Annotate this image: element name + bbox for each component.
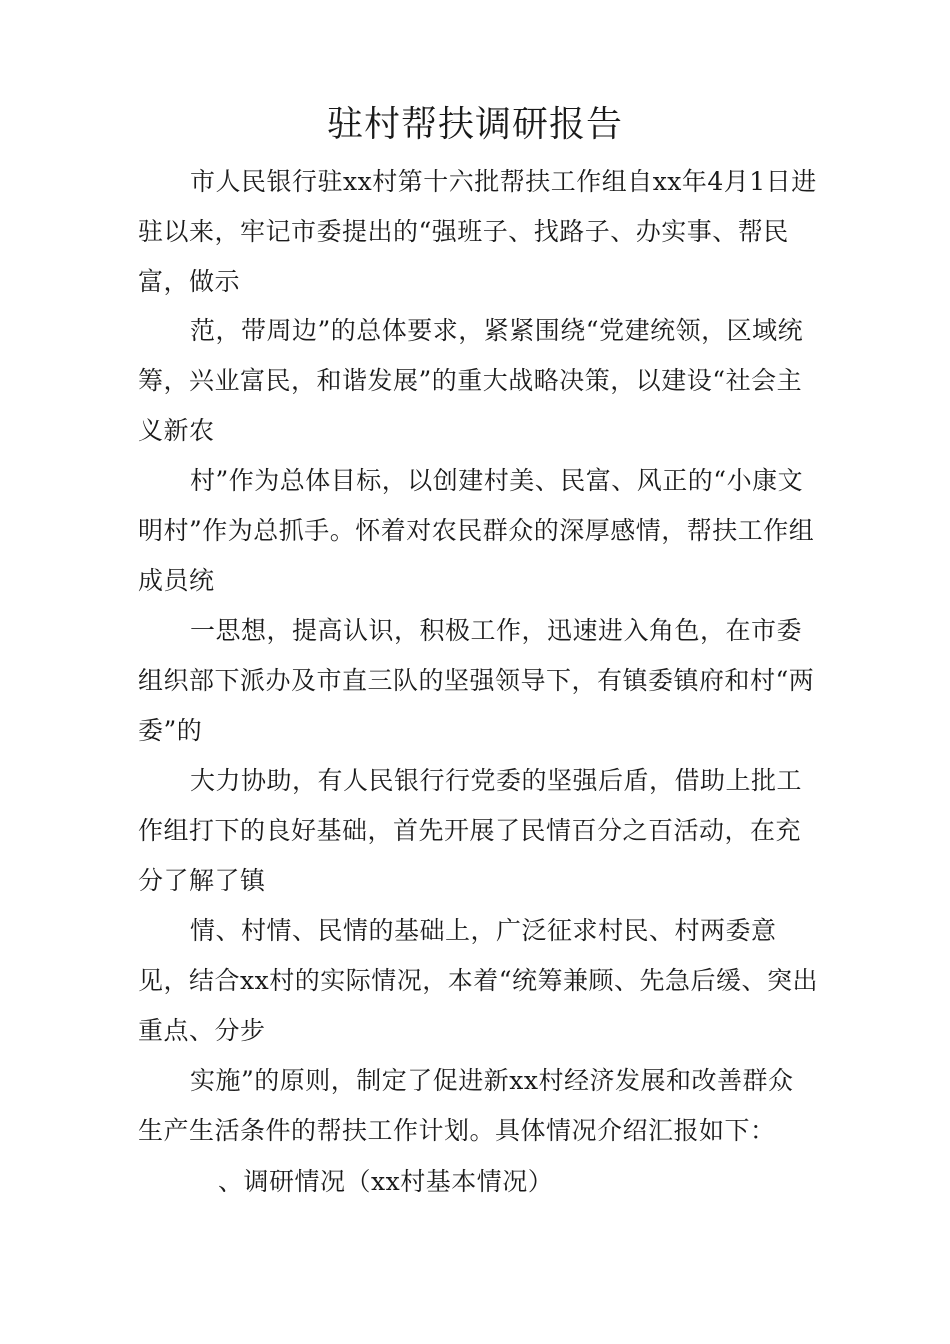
paragraph-3: 村”作为总体目标，以创建村美、民富、风正的“小康文明村”作为总抓手。怀着对农民群众的深厚感情，帮扶工作组成员统: [138, 466, 815, 595]
paragraph-1: 市人民银行驻xx村第十六批帮扶工作组自xx年4月1日进驻以来，牢记市委提出的“强班子、找路子、办实事、帮民富，做示: [138, 167, 817, 296]
paragraph-4: 一思想，提高认识，积极工作，迅速进入角色，在市委组织部下派办及市直三队的坚强领导下，有镇委镇府和村“两委”的: [138, 616, 815, 745]
section-heading: 、调研情况（xx村基本情况）: [218, 1167, 554, 1196]
paragraph-2: 范，带周边”的总体要求，紧紧围绕“党建统领，区域统筹，兴业富民，和谐发展”的重大战略决策，以建设“社会主义新农: [138, 316, 804, 445]
paragraph-6: 情、村情、民情的基础上，广泛征求村民、村两委意见，结合xx村的实际情况，本着“统筹兼顾、先急后缓、突出重点、分步: [138, 916, 818, 1045]
paragraph-7: 实施”的原则，制定了促进新xx村经济发展和改善群众生产生活条件的帮扶工作计划。具体情况介绍汇报如下：: [138, 1066, 794, 1145]
document-title: 驻村帮扶调研报告: [326, 104, 623, 145]
paragraph-5: 大力协助，有人民银行行党委的坚强后盾，借助上批工作组打下的良好基础，首先开展了民情百分之百活动，在充分了解了镇: [138, 766, 803, 895]
